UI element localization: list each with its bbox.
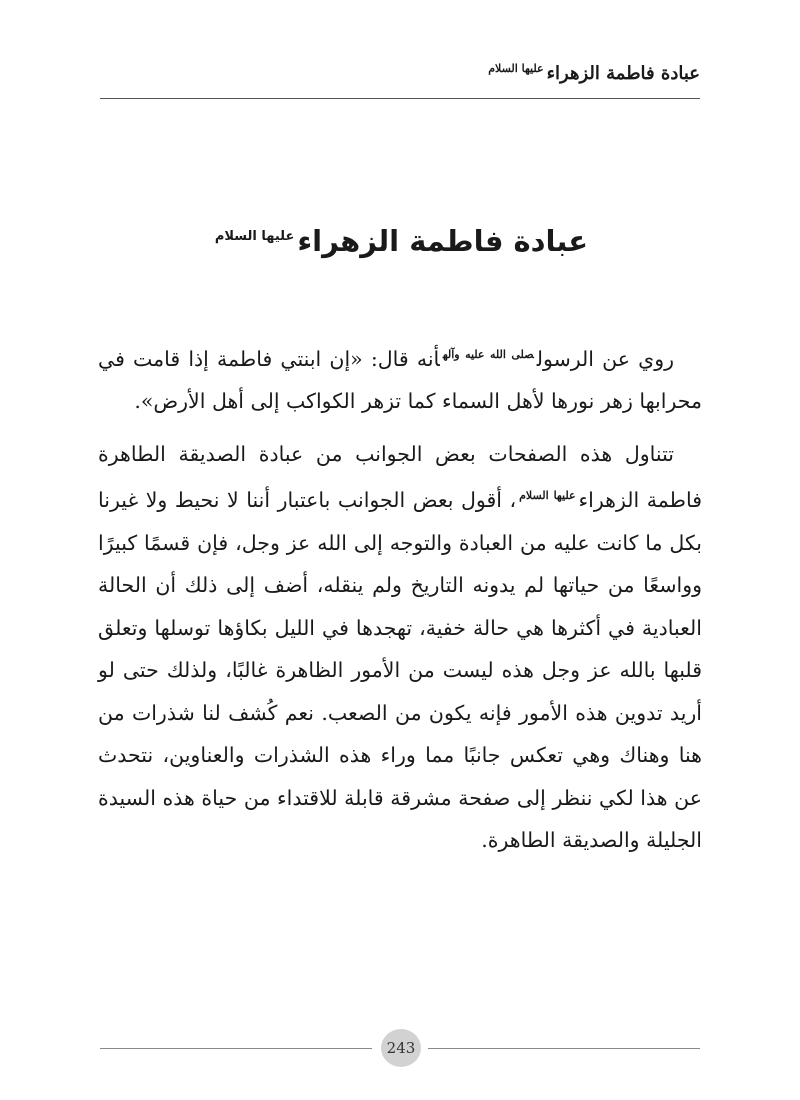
paragraph-1-text-a: روي عن الرسول [536, 346, 674, 371]
paragraph-2-text-b: ، أقول بعض الجوانب باعتبار أننا لا نحيط ولا غيرنا بكل ما كانت عليه من العبادة والتوجه إلى الله عز وجل، فإن قسمًا كبيرًا وواسعًا من حياتها لم يدونه التاريخ ولم ينقله، أضف إلى ذلك أن الحالة العبادية في أكثرها هي حالة خفية، تهجدها في الليل بكاؤها توسلها وتعلق قلبها بالله عز وجل هذه ليست من الأمور الظاهرة غالبًا، ولذلك حتى لو أريد تدوين هذه الأمور فإنه يكون من الصعب. نعم كُشف لنا شذرات من هنا وهناك وهي تعكس جانبًا مما وراء هذه الشذرات والعناوين، نتحدث عن هذا لكي ننظر إلى صفحة مشرقة قابلة للاقتداء من حياة هذه السيدة الجليلة والصديقة الطاهرة. [98, 488, 702, 853]
paragraph-2-honorific: عليها السلام [519, 489, 576, 503]
footer-rule-right [428, 1048, 700, 1049]
body-text [98, 334, 702, 862]
page-header [100, 58, 700, 99]
page-number: 243 [381, 1029, 421, 1067]
chapter-title-honorific: عليها السلام [214, 229, 295, 245]
paragraph-1-text-b: أنه قال: «إن ابنتي فاطمة إذا قامت في محرابها زهر نورها لأهل السماء كما تزهر الكواكب إلى أهل الأرض». [98, 346, 702, 414]
chapter-title-text: عبادة فاطمة الزهراء [297, 224, 589, 258]
paragraph-2 [98, 433, 702, 862]
chapter-title [100, 224, 700, 258]
paragraph-1-honorific: صلى الله عليه وآله [442, 348, 534, 361]
running-title [485, 62, 700, 84]
running-title-text: عبادة فاطمة الزهراء [546, 63, 700, 84]
footer-rule-left [100, 1048, 372, 1049]
paragraph-2-text-a: تتناول هذه الصفحات بعض الجوانب من عبادة الصديقة الطاهرة فاطمة الزهراء [98, 441, 702, 513]
running-title-honorific: عليها السلام [488, 62, 544, 75]
paragraph-1 [98, 334, 702, 423]
